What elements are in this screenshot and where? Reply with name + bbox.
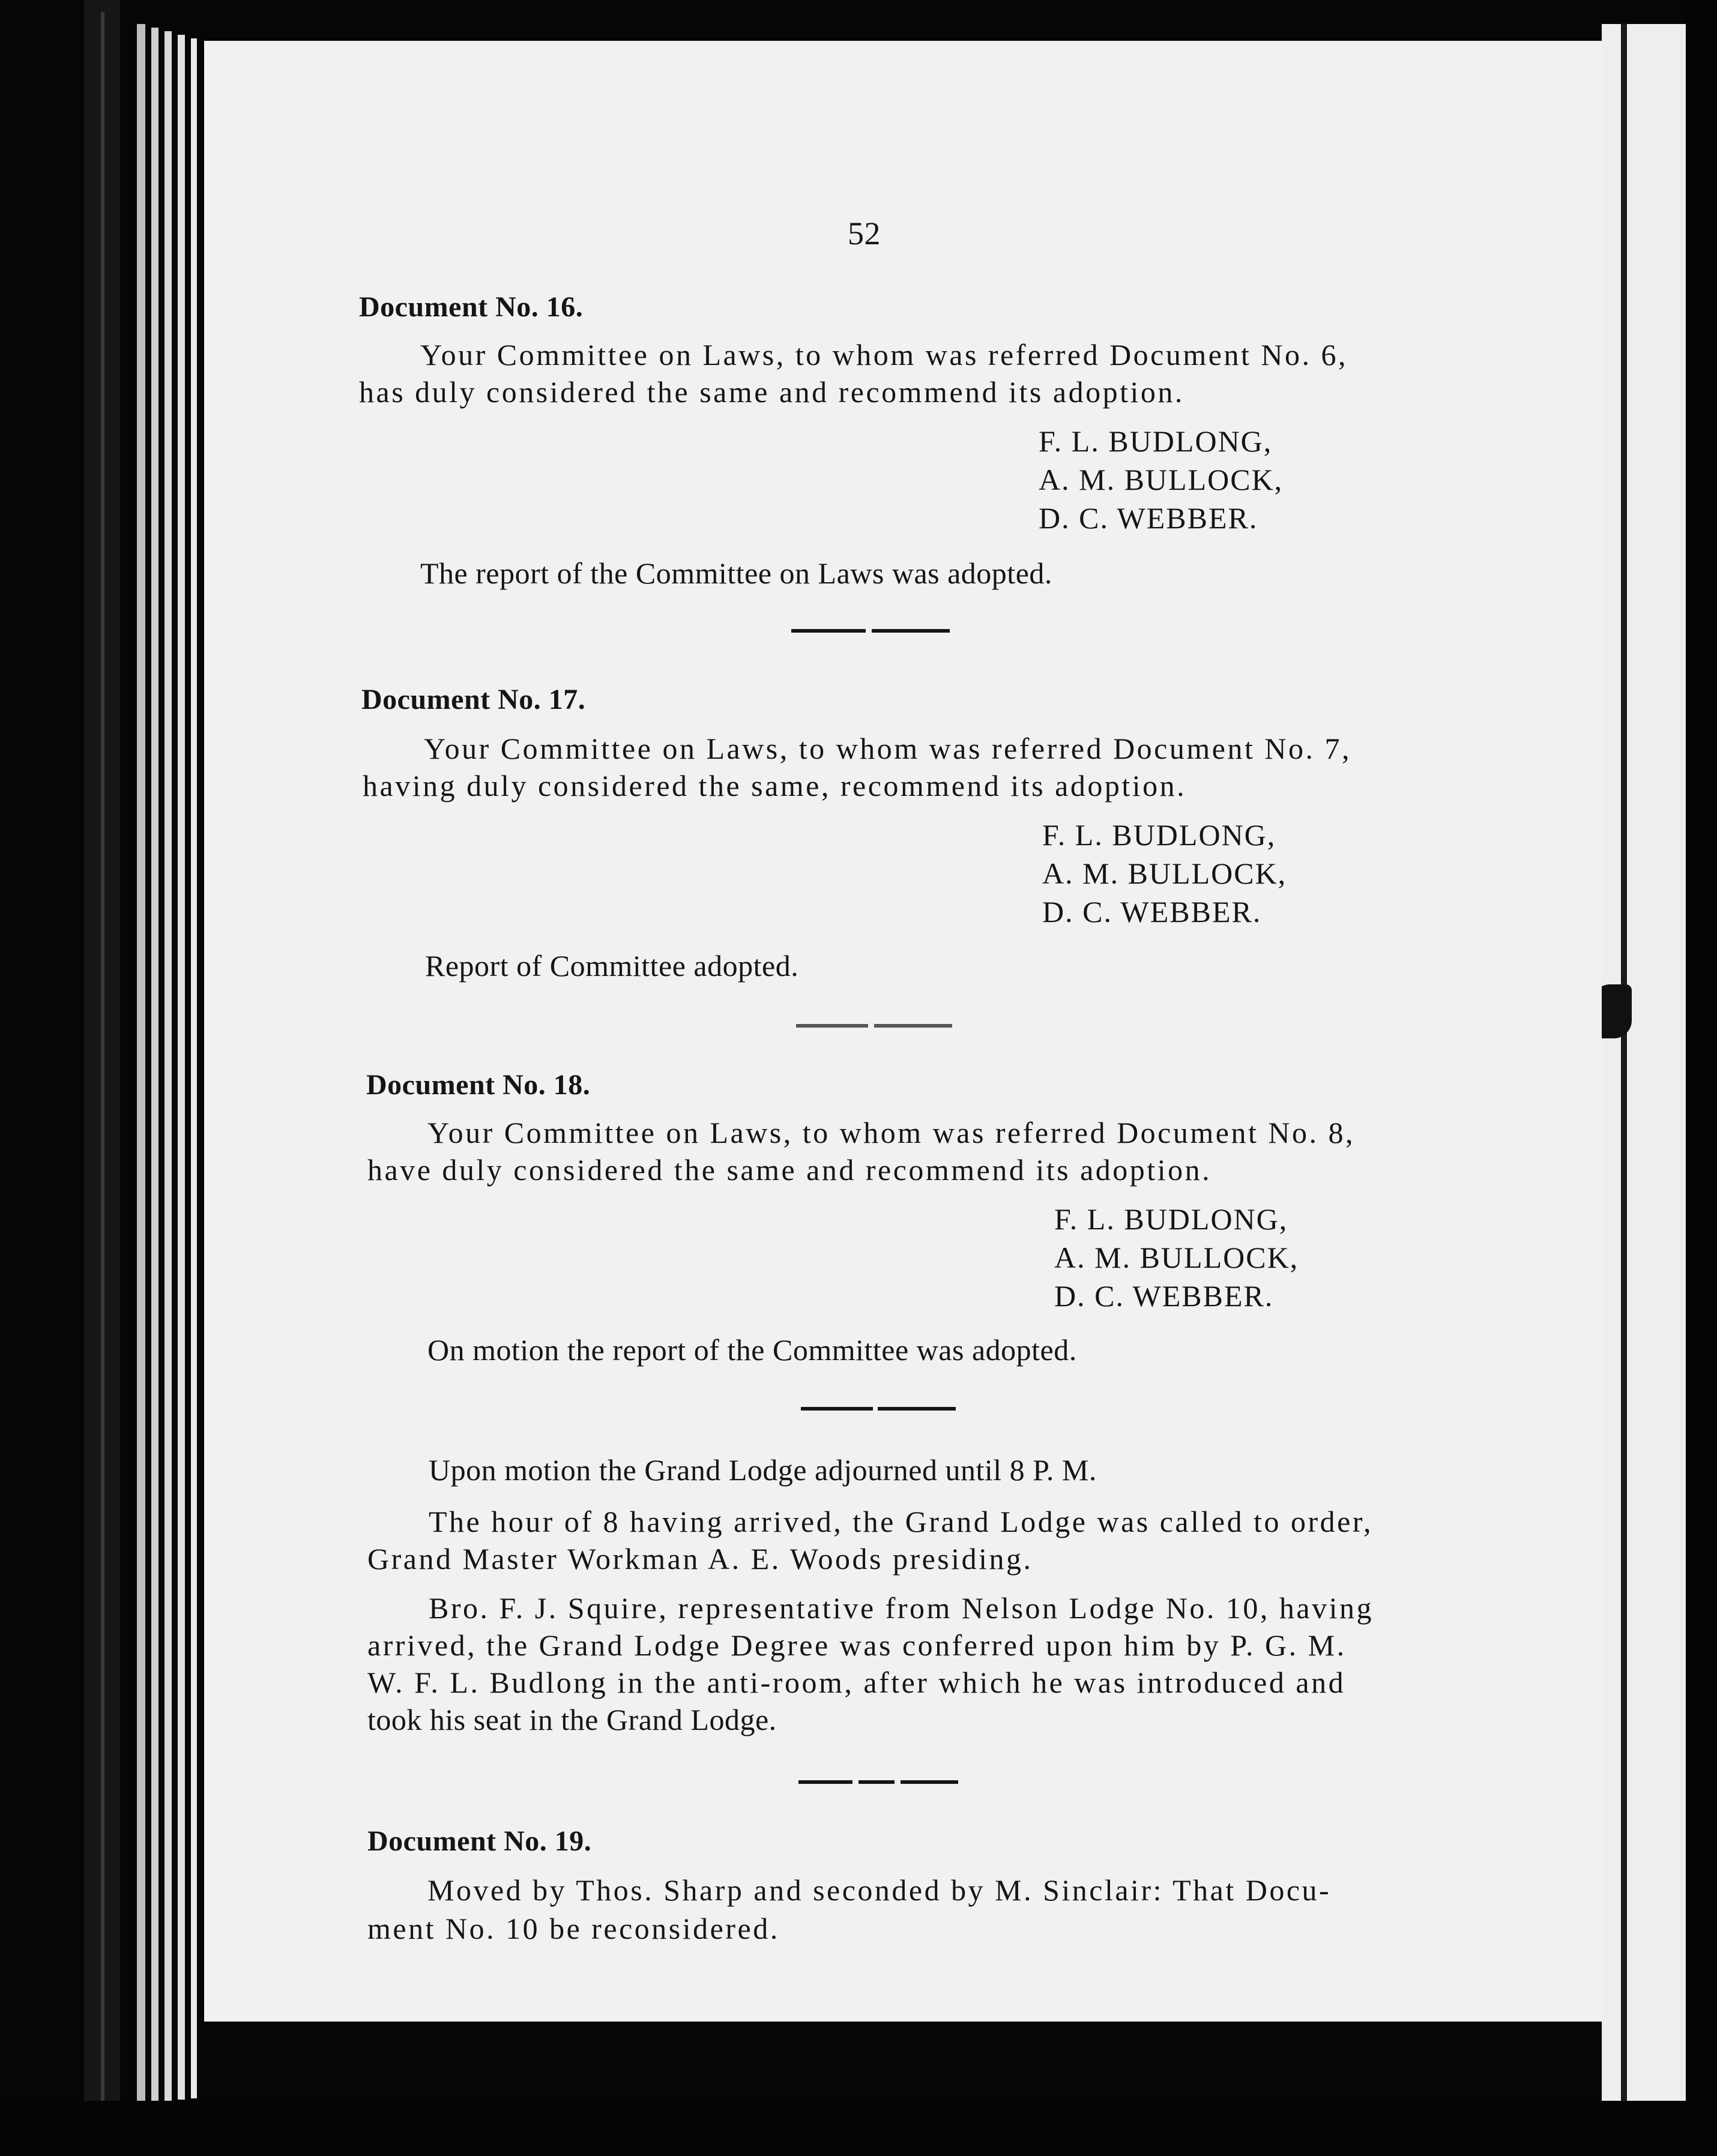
spine-highlight bbox=[101, 12, 104, 2137]
scan-border-right bbox=[1686, 0, 1717, 2156]
section-divider bbox=[872, 629, 950, 633]
binding-gutter bbox=[1602, 24, 1686, 2125]
adjournment-text: Upon motion the Grand Lodge adjourned until 8 P. M. bbox=[429, 1453, 1097, 1487]
squire-line1: Bro. F. J. Squire, representative from Nelson Lodge No. 10, having bbox=[429, 1591, 1374, 1625]
section-divider bbox=[791, 629, 866, 633]
doc18-signature-3: D. C. WEBBER. bbox=[1054, 1279, 1274, 1313]
doc19-line1: Moved by Thos. Sharp and seconded by M. Sinclair: That Docu- bbox=[427, 1873, 1332, 1907]
doc16-signature-2: A. M. BULLOCK, bbox=[1039, 463, 1284, 496]
section-divider bbox=[796, 1024, 868, 1028]
page-edge bbox=[151, 28, 158, 2104]
section-divider bbox=[901, 1780, 958, 1784]
doc17-signature-1: F. L. BUDLONG, bbox=[1042, 818, 1276, 852]
section-divider bbox=[878, 1407, 956, 1411]
doc16-outcome: The report of the Committee on Laws was adopted. bbox=[420, 556, 1052, 590]
doc18-signature-2: A. M. BULLOCK, bbox=[1054, 1241, 1299, 1274]
page-edge bbox=[191, 38, 197, 2098]
doc16-line1: Your Committee on Laws, to whom was referred Document No. 6, bbox=[420, 338, 1348, 372]
doc17-signature-2: A. M. BULLOCK, bbox=[1042, 857, 1287, 890]
doc18-outcome: On motion the report of the Committee was adopted. bbox=[427, 1333, 1077, 1367]
doc17-outcome: Report of Committee adopted. bbox=[425, 949, 799, 983]
scan-border-bottom bbox=[0, 2101, 1717, 2156]
page-number: 52 bbox=[848, 215, 881, 251]
doc17-line1: Your Committee on Laws, to whom was referred Document No. 7, bbox=[424, 732, 1351, 765]
squire-line2: arrived, the Grand Lodge Degree was conferred upon him by P. G. M. bbox=[367, 1628, 1347, 1662]
doc17-signature-3: D. C. WEBBER. bbox=[1042, 895, 1262, 929]
reconvene-line2: Grand Master Workman A. E. Woods presiding. bbox=[367, 1542, 1033, 1576]
doc19-line2: ment No. 10 be reconsidered. bbox=[367, 1912, 780, 1945]
doc18-heading: Document No. 18. bbox=[366, 1069, 591, 1101]
doc16-signature-1: F. L. BUDLONG, bbox=[1039, 424, 1273, 458]
reconvene-line1: The hour of 8 having arrived, the Grand Lodge was called to order, bbox=[429, 1505, 1373, 1538]
section-divider bbox=[858, 1780, 895, 1784]
section-divider bbox=[874, 1024, 952, 1028]
doc16-heading: Document No. 16. bbox=[359, 291, 584, 323]
section-divider bbox=[798, 1780, 852, 1784]
binding-line bbox=[1621, 24, 1627, 2125]
doc18-line2: have duly considered the same and recommend its adoption. bbox=[367, 1153, 1212, 1187]
doc16-line2: has duly considered the same and recommend its adoption. bbox=[359, 375, 1184, 409]
doc18-line1: Your Committee on Laws, to whom was referred Document No. 8, bbox=[427, 1116, 1355, 1149]
doc19-heading: Document No. 19. bbox=[367, 1825, 592, 1857]
doc17-line2: having duly considered the same, recommend its adoption. bbox=[363, 769, 1187, 802]
section-divider bbox=[801, 1407, 873, 1411]
doc18-signature-1: F. L. BUDLONG, bbox=[1054, 1202, 1288, 1236]
doc16-signature-3: D. C. WEBBER. bbox=[1039, 501, 1258, 535]
squire-line3: W. F. L. Budlong in the anti-room, after which he was introduced and bbox=[367, 1666, 1346, 1699]
page-edge bbox=[164, 31, 172, 2102]
squire-line4: took his seat in the Grand Lodge. bbox=[367, 1703, 777, 1736]
doc17-heading: Document No. 17. bbox=[361, 684, 586, 715]
page-edge bbox=[178, 35, 185, 2100]
page-edge bbox=[137, 24, 145, 2107]
